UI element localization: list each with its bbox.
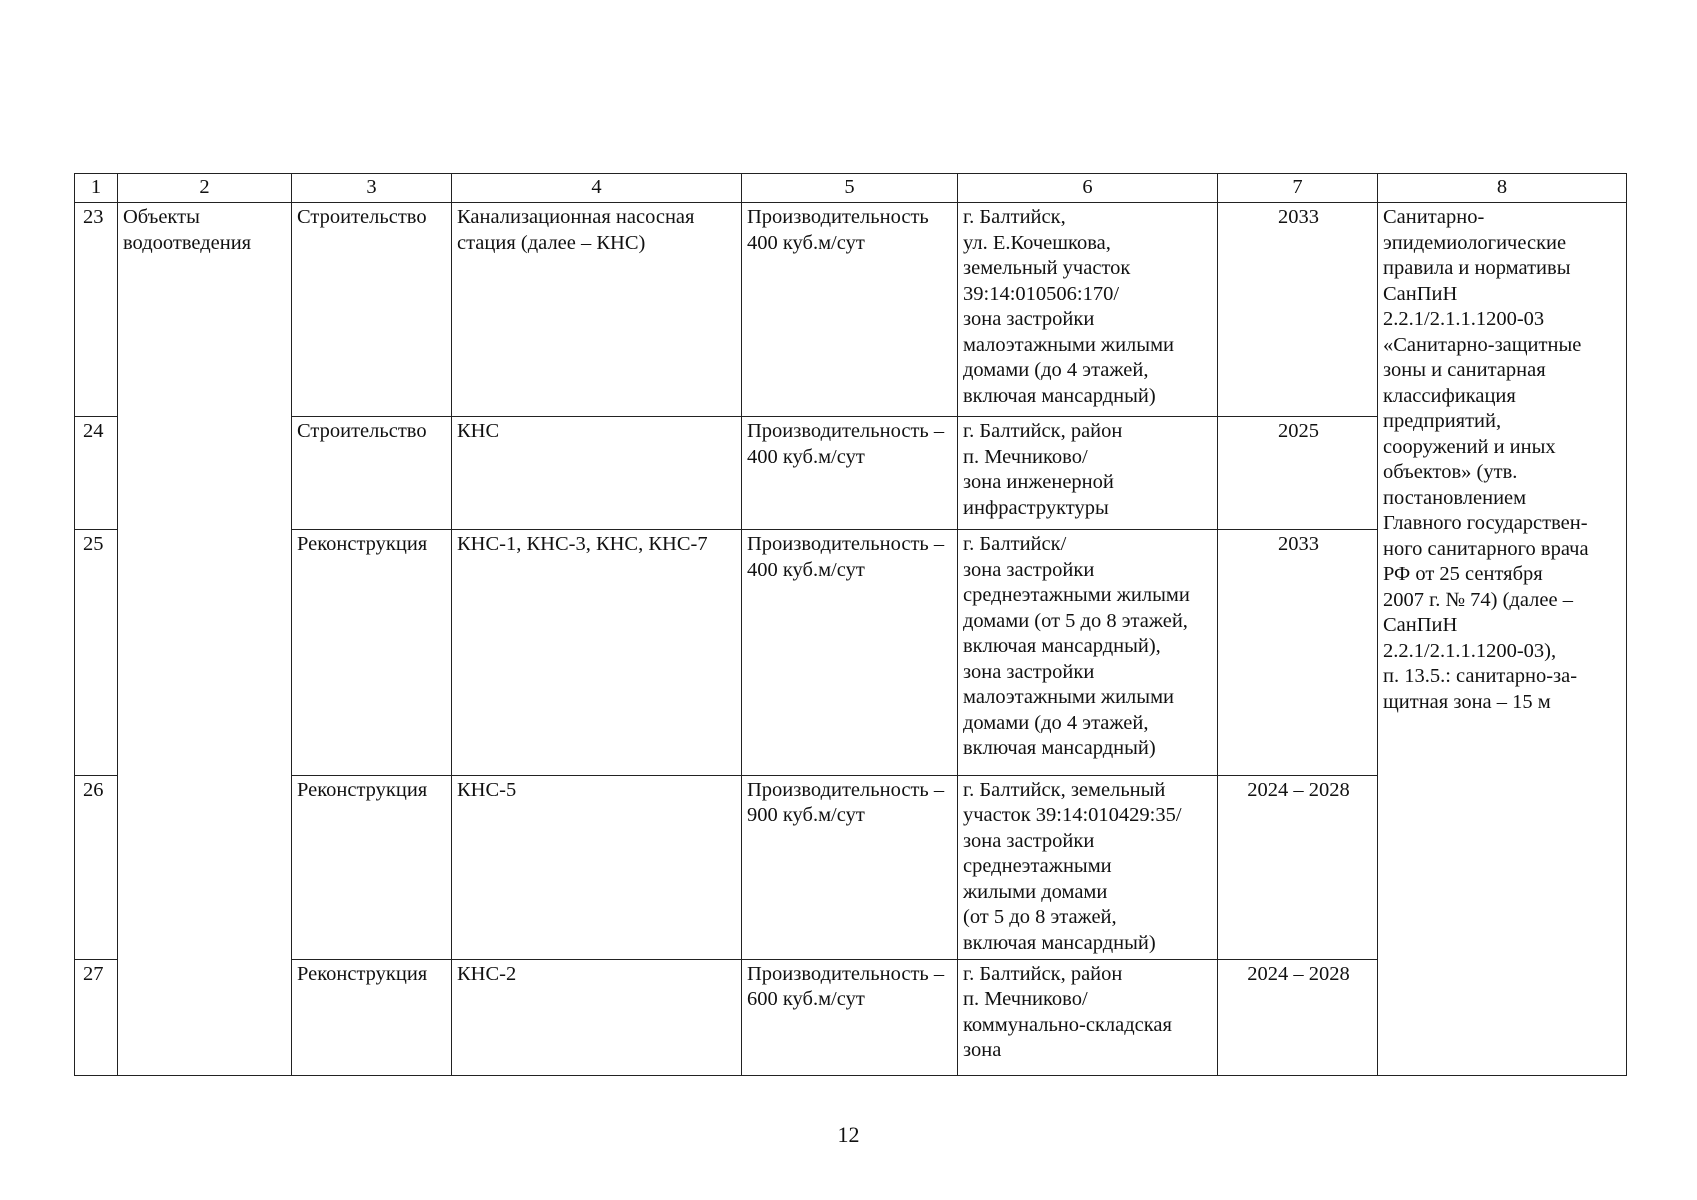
location: г. Балтийск/ зона застройки среднеэтажными жилыми домами (от 5 до 8 этажей, включая мансардный), зона застройки малоэтажными жилыми домами (до 4 этажей, включая мансардный) [958,530,1218,775]
group-label: Объекты водоотведения [118,203,292,1076]
row-number: 25 [75,530,118,775]
object-name: Канализационная насосная стация (далее – КНС) [452,203,742,417]
work-type: Реконструкция [292,959,452,1075]
header-cell: 7 [1218,174,1378,203]
location: г. Балтийск, земельный участок 39:14:010429:35/ зона застройки среднеэтажными жилыми домами (от 5 до 8 этажей, включая мансардный) [958,775,1218,959]
header-cell: 3 [292,174,452,203]
row-number: 26 [75,775,118,959]
work-type: Реконструкция [292,530,452,775]
header-cell: 2 [118,174,292,203]
objects-table [74,173,1627,1076]
year: 2033 [1218,203,1378,417]
work-type: Строительство [292,203,452,417]
page-number: 12 [837,1122,860,1147]
work-type: Строительство [292,417,452,530]
header-cell: 8 [1378,174,1627,203]
work-type: Реконструкция [292,775,452,959]
row-number: 24 [75,417,118,530]
location: г. Балтийск, ул. Е.Кочешкова, земельный участок 39:14:010506:170/ зона застройки малоэтажными жилыми домами (до 4 этажей, включая мансардный) [958,203,1218,417]
year: 2025 [1218,417,1378,530]
object-name: КНС-1, КНС-3, КНС, КНС-7 [452,530,742,775]
capacity: Производительность – 400 куб.м/сут [742,417,958,530]
location: г. Балтийск, район п. Мечниково/ коммунально-складская зона [958,959,1218,1075]
year: 2024 – 2028 [1218,775,1378,959]
row-number: 23 [75,203,118,417]
header-cell: 6 [958,174,1218,203]
year: 2024 – 2028 [1218,959,1378,1075]
capacity: Производительность – 400 куб.м/сут [742,530,958,775]
capacity: Производительность – 600 куб.м/сут [742,959,958,1075]
header-cell: 1 [75,174,118,203]
norm-reference: Санитарно- эпидемиологические правила и нормативы СанПиН 2.2.1/2.1.1.1200-03 «Санитарно-защитные зоны и санитарная классификация предприятий, сооружений и иных объектов» (утв. постановлением Главного государствен- ного санитарного врача РФ от 25 сентября 2007 г. № 74) (далее – СанПиН 2.2.1/2.1.1.1200-03), п. 13.5.: санитарно-за- щитная зона – 15 м [1378,203,1627,1076]
location: г. Балтийск, район п. Мечниково/ зона инженерной инфраструктуры [958,417,1218,530]
year: 2033 [1218,530,1378,775]
capacity: Производительность – 900 куб.м/сут [742,775,958,959]
object-name: КНС [452,417,742,530]
table-row [75,203,1627,417]
object-name: КНС-2 [452,959,742,1075]
object-name: КНС-5 [452,775,742,959]
capacity: Производительность 400 куб.м/сут [742,203,958,417]
header-cell: 4 [452,174,742,203]
header-cell: 5 [742,174,958,203]
header-row [75,174,1627,203]
row-number: 27 [75,959,118,1075]
